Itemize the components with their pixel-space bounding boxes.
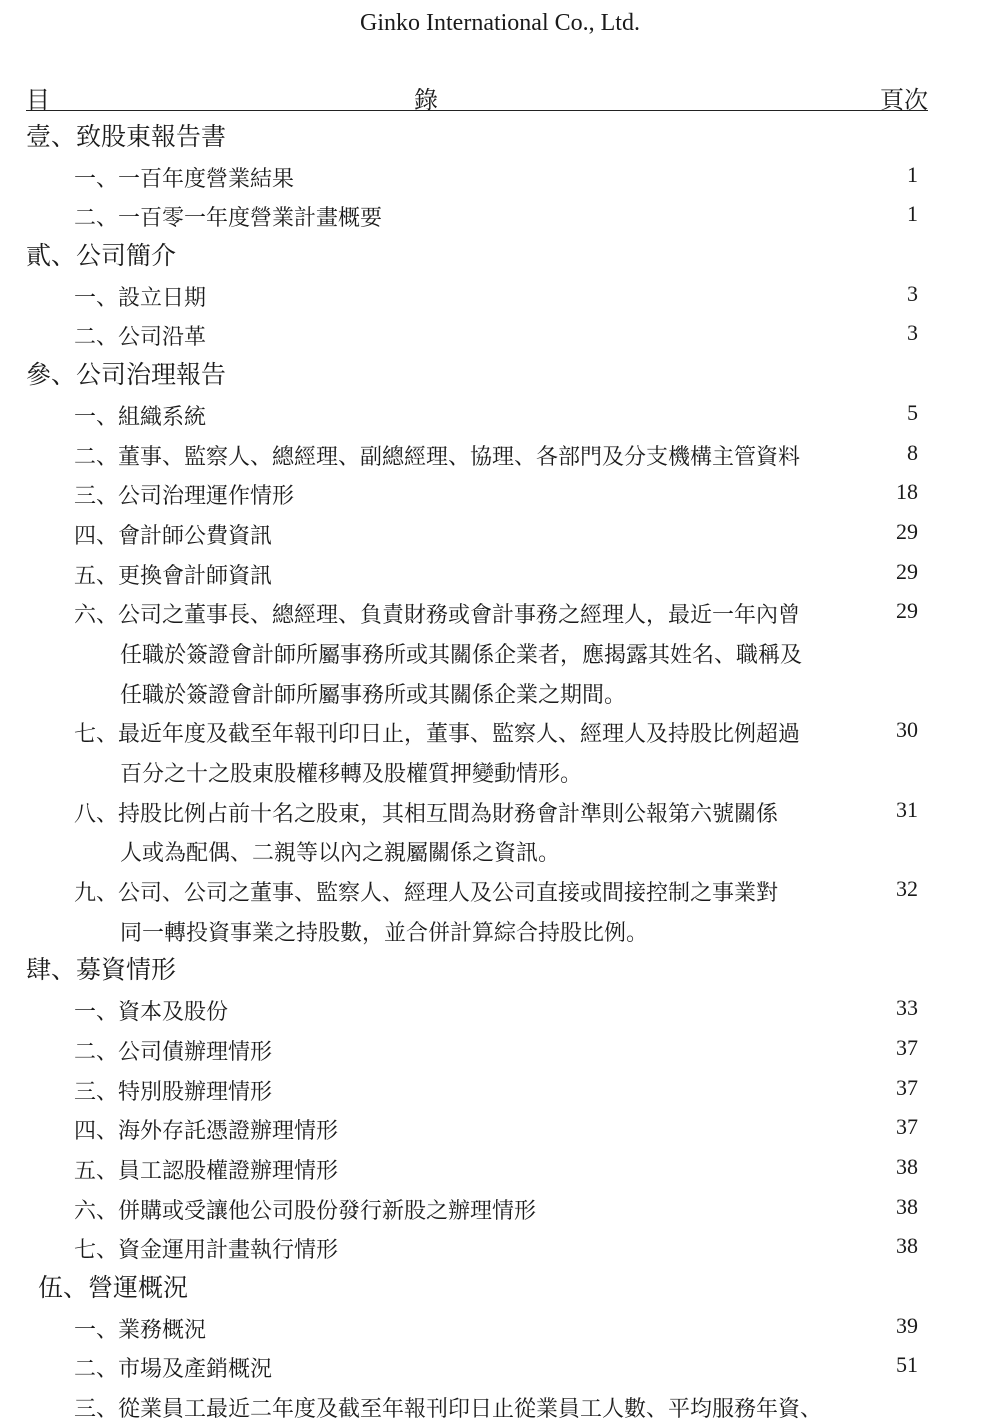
toc-page-number: 37 <box>896 1114 918 1140</box>
toc-section <box>0 232 1000 272</box>
toc-entry <box>0 1145 1000 1185</box>
toc-entry <box>0 1105 1000 1145</box>
toc-entry-text: 任職於簽證會計師所屬事務所或其關係企業之期間。 <box>120 682 627 708</box>
toc-page-number: 5 <box>907 399 918 425</box>
toc-entry <box>0 153 1000 193</box>
toc-header-center: 錄 <box>414 86 438 114</box>
toc-page-number: 33 <box>896 995 918 1021</box>
toc-entry <box>0 986 1000 1026</box>
toc-page-number: 1 <box>907 201 918 227</box>
toc-entry-text: 壹、致股東報告書 <box>26 122 227 151</box>
toc-section <box>0 113 1000 153</box>
toc-entry-text: 四、會計師公費資訊 <box>74 523 273 549</box>
toc-page-number: 37 <box>896 1034 918 1060</box>
toc-entry <box>0 391 1000 431</box>
toc-page-number: 29 <box>896 518 918 544</box>
toc-entry <box>0 827 1000 867</box>
toc-entry-text: 三、公司治理運作情形 <box>74 484 295 510</box>
toc-entry-text: 四、海外存託憑證辦理情形 <box>74 1119 339 1145</box>
toc-entry <box>0 1185 1000 1225</box>
toc-entry <box>0 550 1000 590</box>
toc-page-number: 38 <box>896 1193 918 1219</box>
table-of-contents <box>0 113 1000 1423</box>
toc-entry <box>0 867 1000 907</box>
toc-entry-text: 六、併購或受讓他公司股份發行新股之辦理情形 <box>74 1198 537 1224</box>
toc-page-number: 3 <box>907 320 918 346</box>
toc-entry-text: 三、從業員工最近二年度及截至年報刊印日止從業員工人數、平均服務年資、 <box>74 1397 823 1422</box>
toc-entry-text: 二、董事、監察人、總經理、副總經理、協理、各部門及分支機構主管資料 <box>74 444 801 470</box>
toc-entry-text: 七、資金運用計畫執行情形 <box>74 1238 339 1264</box>
toc-page-number: 51 <box>896 1352 918 1378</box>
toc-entry <box>0 272 1000 312</box>
toc-entry <box>0 470 1000 510</box>
toc-entry <box>0 907 1000 947</box>
toc-entry-text: 肆、募資情形 <box>26 955 177 985</box>
toc-entry-text: 二、公司債辦理情形 <box>74 1039 273 1065</box>
toc-page-number: 3 <box>907 280 918 306</box>
toc-page-number: 38 <box>896 1233 918 1259</box>
toc-entry-text: 五、更換會計師資訊 <box>74 563 273 589</box>
toc-entry-text: 二、一百零一年度營業計畫概要 <box>74 206 383 232</box>
toc-entry-text: 五、員工認股權證辦理情形 <box>74 1158 339 1184</box>
toc-header <box>26 80 928 114</box>
toc-entry <box>0 510 1000 550</box>
toc-entry-text: 一、一百年度營業結果 <box>74 166 295 192</box>
toc-entry-text: 八、持股比例占前十名之股東，其相互間為財務會計準則公報第六號關係 <box>74 801 779 827</box>
toc-entry-text: 一、組織系統 <box>74 404 207 430</box>
toc-entry-text: 三、特別股辦理情形 <box>74 1079 273 1105</box>
toc-entry <box>0 748 1000 788</box>
toc-header-left: 目 <box>26 86 50 114</box>
toc-page-number: 18 <box>896 479 918 505</box>
toc-header-page: 頁次 <box>880 86 928 114</box>
toc-entry <box>0 788 1000 828</box>
toc-entry-text: 任職於簽證會計師所屬事務所或其關係企業者，應揭露其姓名、職稱及 <box>120 642 803 668</box>
toc-entry-text: 一、業務概況 <box>74 1317 207 1343</box>
toc-entry <box>0 629 1000 669</box>
toc-section <box>0 1264 1000 1304</box>
toc-entry <box>0 1066 1000 1106</box>
toc-entry <box>0 1343 1000 1383</box>
toc-entry-text: 九、公司、公司之董事、監察人、經理人及公司直接或間接控制之事業對 <box>74 881 779 907</box>
toc-entry-text: 伍、營運概況 <box>38 1272 189 1302</box>
toc-entry-text: 參、公司治理報告 <box>26 360 227 390</box>
toc-page-number: 39 <box>896 1312 918 1338</box>
toc-entry <box>0 708 1000 748</box>
toc-entry-text: 二、市場及產銷概況 <box>74 1357 273 1383</box>
toc-entry-text: 六、公司之董事長、總經理、負責財務或會計事務之經理人，最近一年內曾 <box>74 603 801 629</box>
toc-entry-text: 一、資本及股份 <box>74 1000 229 1026</box>
company-name: Ginko International Co., Ltd. <box>360 10 640 36</box>
toc-page-number: 29 <box>896 598 918 624</box>
toc-page-number: 31 <box>896 796 918 822</box>
toc-entry <box>0 311 1000 351</box>
toc-section <box>0 946 1000 986</box>
toc-page-number: 37 <box>896 1074 918 1100</box>
toc-entry-text: 百分之十之股東股權移轉及股權質押變動情形。 <box>120 762 583 787</box>
toc-entry <box>0 1026 1000 1066</box>
toc-entry-text: 人或為配偶、二親等以內之親屬關係之資訊。 <box>120 841 561 867</box>
toc-entry <box>0 192 1000 232</box>
toc-page-number: 29 <box>896 558 918 584</box>
toc-page-number: 32 <box>896 876 918 902</box>
toc-entry <box>0 1224 1000 1264</box>
toc-section <box>0 351 1000 391</box>
toc-page-number: 30 <box>896 717 918 743</box>
toc-entry <box>0 1304 1000 1344</box>
toc-entry-text: 二、公司沿革 <box>74 325 207 351</box>
toc-page-number: 38 <box>896 1153 918 1179</box>
toc-entry <box>0 1383 1000 1423</box>
toc-entry <box>0 431 1000 471</box>
toc-page-number: 1 <box>907 161 918 187</box>
toc-entry-text: 七、最近年度及截至年報刊印日止，董事、監察人、經理人及持股比例超過 <box>74 722 801 748</box>
toc-entry <box>0 669 1000 709</box>
toc-entry-text: 一、設立日期 <box>74 285 207 311</box>
toc-entry <box>0 589 1000 629</box>
toc-entry-text: 同一轉投資事業之持股數，並合併計算綜合持股比例。 <box>120 920 649 946</box>
toc-page-number: 8 <box>907 439 918 465</box>
toc-entry-text: 貳、公司簡介 <box>26 241 177 271</box>
